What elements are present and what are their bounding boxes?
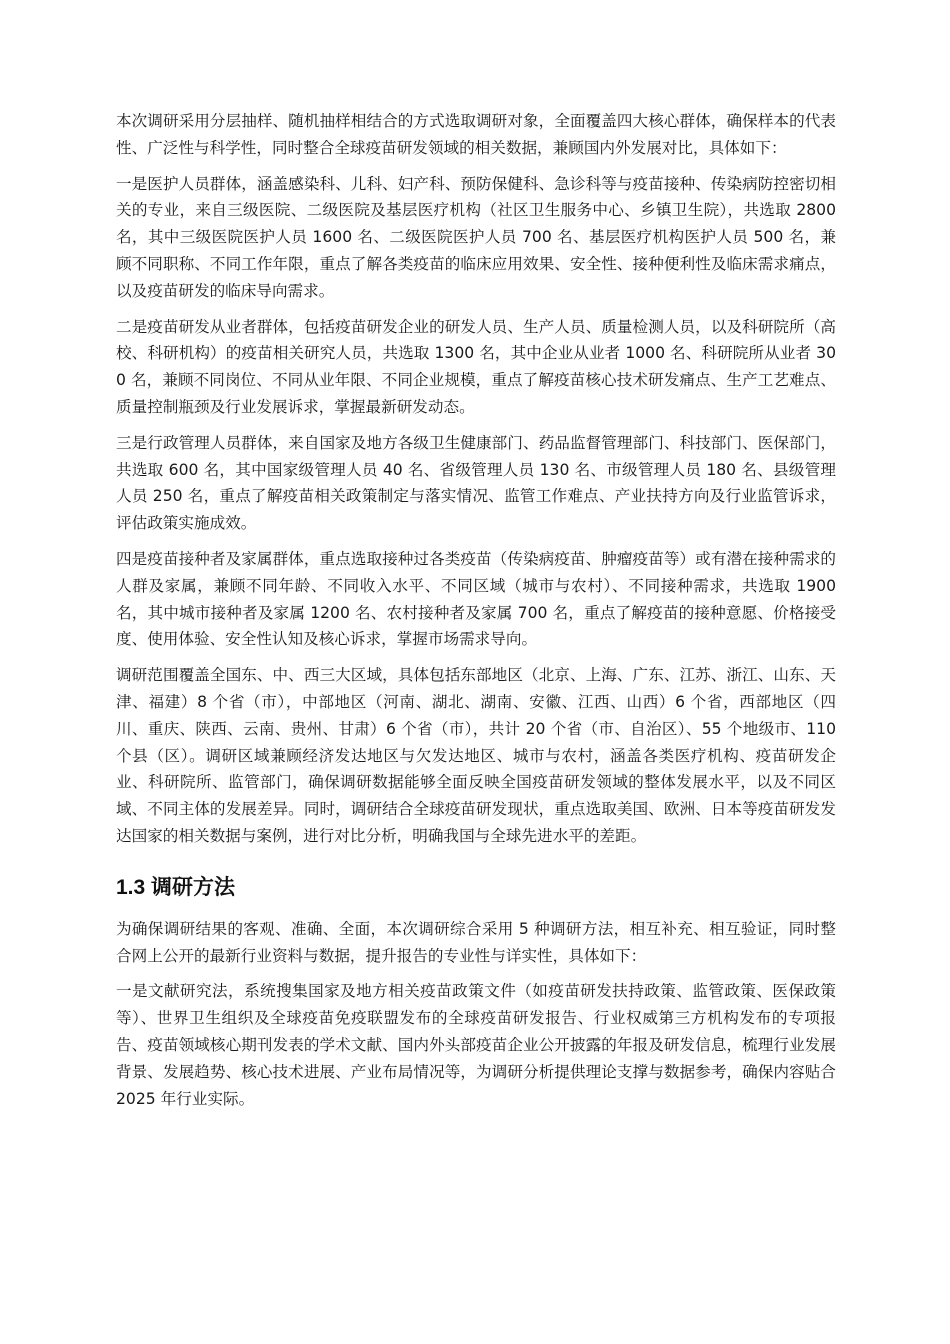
medical-staff-paragraph: 一是医护人员群体，涵盖感染科、儿科、妇产科、预防保健科、急诊科等与疫苗接种、传染病防控密切相关的专业，来自三级医院、二级医院及基层医疗机构（社区卫生服务中心、乡镇卫生院），共选取 2800 名，其中三级医院医护人员 1600 名、二级医院医护人员 700 名、基层医疗机构医护人员 500 名，兼顾不同职称、不同工作年限，重点了解各类疫苗的临床应用效果、安全性、接种便利性及临床需求痛点，以及疫苗研发的临床导向需求。 [116, 174, 836, 300]
literature-method-paragraph: 一是文献研究法，系统搜集国家及地方相关疫苗政策文件（如疫苗研发扶持政策、监管政策、医保政策等）、世界卫生组织及全球疫苗免疫联盟发布的全球疫苗研发报告、行业权威第三方机构发布的专项报告、疫苗领域核心期刊发表的学术文献、国内外头部疫苗企业公开披露的年报及研发信息，梳理行业发展背景、发展趋势、核心技术进展、产业布局情况等，为调研分析提供理论支撑与数据参考，确保内容贴合 2025 年行业实际。 [116, 982, 836, 1108]
administrators-paragraph: 三是行政管理人员群体，来自国家及地方各级卫生健康部门、药品监督管理部门、科技部门、医保部门，共选取 600 名，其中国家级管理人员 40 名、省级管理人员 130 名、市级管理人员 180 名、县级管理人员 250 名，重点了解疫苗相关政策制定与落实情况、监管工作难点、产业扶持方向及行业监管诉求，评估政策实施成效。 [116, 433, 836, 533]
survey-scope-paragraph: 调研范围覆盖全国东、中、西三大区域，具体包括东部地区（北京、上海、广东、江苏、浙江、山东、天津、福建）8 个省（市），中部地区（河南、湖北、湖南、安徽、江西、山西）6 个省，西部地区（四川、重庆、陕西、云南、贵州、甘肃）6 个省（市），共计 20 个省（市、自治区）、55 个地级市、110 个县（区）。调研区域兼顾经济发达地区与欠发达地区、城市与农村，涵盖各类医疗机构、疫苗研发企业、科研院所、监管部门，确保调研数据能够全面反映全国疫苗研发领域的整体发展水平，以及不同区域、不同主体的发展差异。同时，调研结合全球疫苗研发现状，重点选取美国、欧洲、日本等疫苗研发发达国家的相关数据与案例，进行对比分析，明确我国与全球先进水平的差距。 [116, 666, 836, 845]
section-heading: 1.3 调研方法 [116, 875, 236, 899]
vaccinees-paragraph: 四是疫苗接种者及家属群体，重点选取接种过各类疫苗（传染病疫苗、肿瘤疫苗等）或有潜在接种需求的人群及家属，兼顾不同年龄、不同收入水平、不同区域（城市与农村）、不同接种需求，共选取 1900 名，其中城市接种者及家属 1200 名、农村接种者及家属 700 名，重点了解疫苗的接种意愿、价格接受度、使用体验、安全性认知及核心诉求，掌握市场需求导向。 [116, 549, 836, 649]
rd-practitioners-paragraph: 二是疫苗研发从业者群体，包括疫苗研发企业的研发人员、生产人员、质量检测人员，以及科研院所（高校、科研机构）的疫苗相关研究人员，共选取 1300 名，其中企业从业者 1000 名、科研院所从业者 300 名，兼顾不同岗位、不同从业年限、不同企业规模，重点了解疫苗核心技术研发痛点、生产工艺难点、质量控制瓶颈及行业发展诉求，掌握最新研发动态。 [116, 317, 836, 416]
intro-paragraph: 本次调研采用分层抽样、随机抽样相结合的方式选取调研对象，全面覆盖四大核心群体，确保样本的代表性、广泛性与科学性，同时整合全球疫苗研发领域的相关数据，兼顾国内外发展对比，具体如下： [116, 112, 836, 157]
document-page [116, 108, 836, 1121]
methods-intro-paragraph: 为确保调研结果的客观、准确、全面，本次调研综合采用 5 种调研方法，相互补充、相互验证，同时整合网上公开的最新行业资料与数据，提升报告的专业性与详实性，具体如下： [116, 919, 836, 965]
